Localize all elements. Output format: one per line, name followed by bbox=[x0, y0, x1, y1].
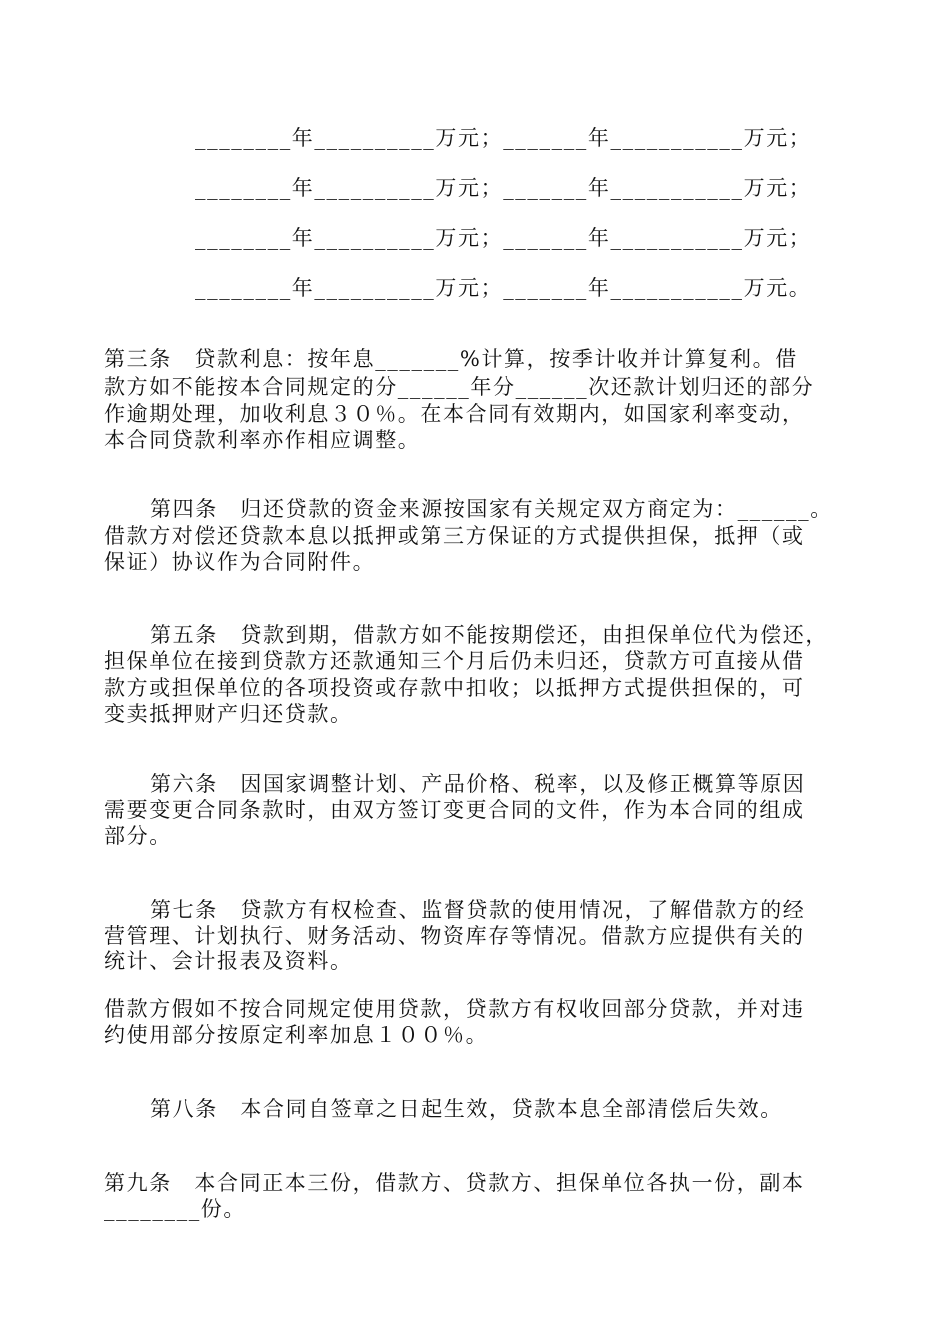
paragraph-line: 第三条 贷款利息：按年息_______%计算，按季计收并计算复利。借 bbox=[104, 347, 798, 371]
paragraph-line: 保证）协议作为合同附件。 bbox=[104, 550, 376, 574]
paragraph-line: 款方如不能按本合同规定的分______年分______次还款计划归还的部分 bbox=[104, 375, 815, 399]
schedule-row: ________年__________万元；_______年___________万元； bbox=[195, 126, 812, 150]
paragraph-line: 作逾期处理，加收利息３０％。在本合同有效期内，如国家利率变动， bbox=[104, 402, 805, 426]
paragraph-line: 第五条 贷款到期，借款方如不能按期偿还，由担保单位代为偿还， bbox=[150, 623, 828, 647]
paragraph-line: 部分。 bbox=[104, 824, 172, 848]
paragraph-line: ________份。 bbox=[104, 1197, 246, 1221]
paragraph-line: 本合同贷款利率亦作相应调整。 bbox=[104, 428, 421, 452]
paragraph-line: 第九条 本合同正本三份，借款方、贷款方、担保单位各执一份，副本 bbox=[104, 1171, 805, 1195]
schedule-row: ________年__________万元；_______年___________万元； bbox=[195, 226, 812, 250]
paragraph-line: 营管理、计划执行、财务活动、物资库存等情况。借款方应提供有关的 bbox=[104, 924, 805, 948]
paragraph-line: 借款方假如不按合同规定使用贷款，贷款方有权收回部分贷款，并对违 bbox=[104, 997, 805, 1021]
paragraph-line: 第六条 因国家调整计划、产品价格、税率，以及修正概算等原因 bbox=[150, 772, 806, 796]
paragraph-line: 第七条 贷款方有权检查、监督贷款的使用情况，了解借款方的经 bbox=[150, 898, 806, 922]
paragraph-line: 变卖抵押财产归还贷款。 bbox=[104, 702, 353, 726]
paragraph-line: 款方或担保单位的各项投资或存款中扣收；以抵押方式提供担保的，可 bbox=[104, 676, 805, 700]
paragraph-line: 第八条 本合同自签章之日起生效，贷款本息全部清偿后失效。 bbox=[150, 1097, 783, 1121]
paragraph-line: 约使用部分按原定利率加息１００％。 bbox=[104, 1023, 489, 1047]
paragraph-line: 借款方对偿还贷款本息以抵押或第三方保证的方式提供担保，抵押（或 bbox=[104, 524, 805, 548]
paragraph-line: 统计、会计报表及资料。 bbox=[104, 949, 353, 973]
paragraph-line: 担保单位在接到贷款方还款通知三个月后仍未归还，贷款方可直接从借 bbox=[104, 649, 805, 673]
schedule-row: ________年__________万元；_______年___________万元； bbox=[195, 176, 812, 200]
paragraph-line: 需要变更合同条款时，由双方签订变更合同的文件，作为本合同的组成 bbox=[104, 798, 805, 822]
schedule-row: ________年__________万元；_______年___________万元。 bbox=[195, 276, 812, 300]
paragraph-line: 第四条 归还贷款的资金来源按国家有关规定双方商定为：______。 bbox=[150, 497, 833, 521]
